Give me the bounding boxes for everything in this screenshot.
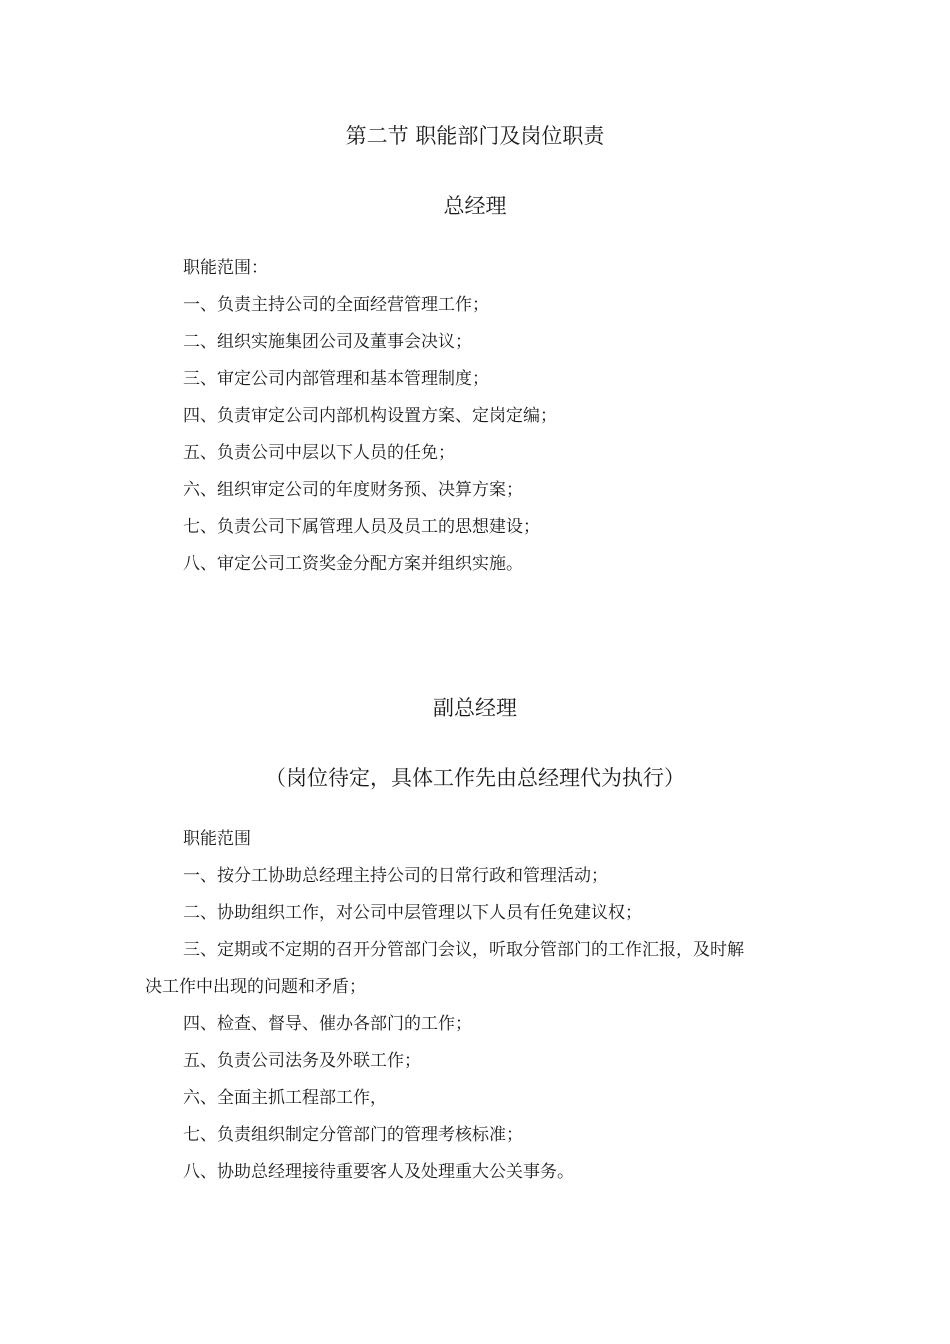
gm-duty-item: 一、负责主持公司的全面经营管理工作； [183, 295, 489, 315]
deputy-gm-title: 副总经理 [433, 696, 517, 720]
deputy-gm-duty-item: 二、协助组织工作，对公司中层管理以下人员有任免建议权； [183, 903, 642, 923]
gm-duty-item: 四、负责审定公司内部机构设置方案、定岗定编； [183, 406, 557, 426]
deputy-gm-note: （岗位待定，具体工作先由总经理代为执行） [265, 766, 685, 790]
deputy-gm-duty-item: 一、按分工协助总经理主持公司的日常行政和管理活动； [183, 866, 608, 886]
gm-duty-item: 六、组织审定公司的年度财务预、决算方案； [183, 480, 523, 500]
deputy-gm-scope-label: 职能范围 [183, 829, 251, 849]
gm-duty-item: 三、审定公司内部管理和基本管理制度； [183, 369, 489, 389]
gm-duty-item: 五、负责公司中层以下人员的任免； [183, 443, 455, 463]
deputy-gm-duty-item: 五、负责公司法务及外联工作； [183, 1051, 421, 1071]
deputy-gm-duty-item: 六、全面主抓工程部工作， [183, 1088, 387, 1108]
gm-title: 总经理 [443, 194, 507, 218]
gm-duty-item: 七、负责公司下属管理人员及员工的思想建设； [183, 517, 540, 537]
deputy-gm-duty-item: 三、定期或不定期的召开分管部门会议，听取分管部门的工作汇报，及时解 [183, 940, 744, 960]
deputy-gm-duty-item: 八、协助总经理接待重要客人及处理重大公关事务。 [183, 1162, 574, 1182]
gm-duty-item: 二、组织实施集团公司及董事会决议； [183, 332, 472, 352]
gm-duty-item: 八、审定公司工资奖金分配方案并组织实施。 [183, 554, 523, 574]
deputy-gm-duty-item: 四、检查、督导、催办各部门的工作； [183, 1014, 472, 1034]
section-title: 第二节 职能部门及岗位职责 [345, 124, 605, 148]
deputy-gm-duty-item: 七、负责组织制定分管部门的管理考核标准； [183, 1125, 523, 1145]
gm-scope-label: 职能范围： [183, 258, 268, 278]
deputy-gm-duty-item-continuation: 决工作中出现的问题和矛盾； [145, 977, 366, 997]
